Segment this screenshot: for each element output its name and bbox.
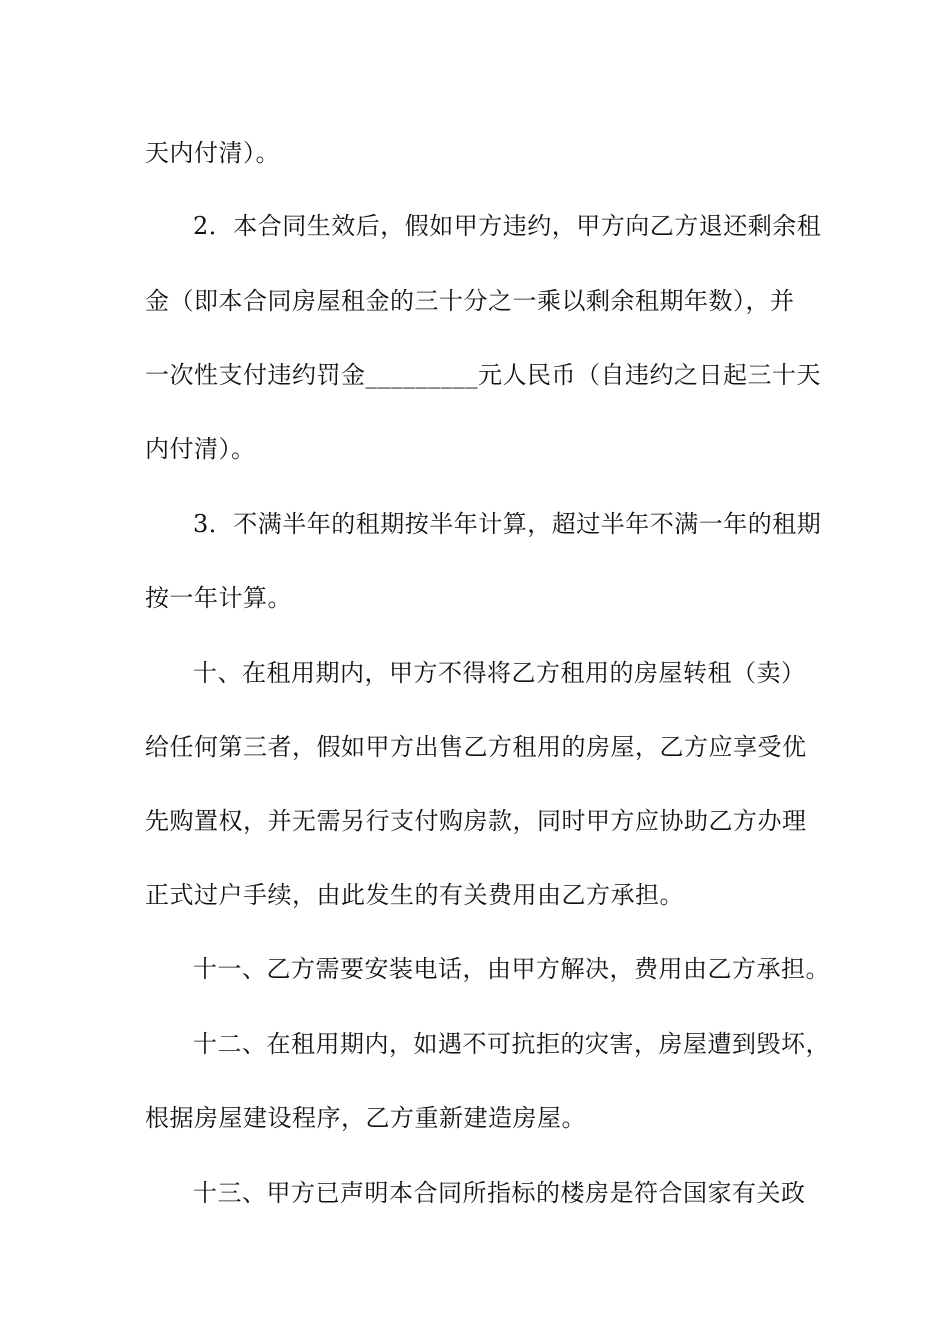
text-line-14: 根据房屋建设程序，乙方重新建造房屋。 bbox=[145, 1104, 586, 1132]
text-line-5: 内付清）。 bbox=[145, 435, 256, 463]
text-line-12: 十一、乙方需要安装电话，由甲方解决，费用由乙方承担。 bbox=[193, 955, 830, 983]
text-line-2: 2．本合同生效后，假如甲方违约，甲方向乙方退还剩余租 bbox=[193, 212, 822, 240]
text-line-8: 十、在租用期内，甲方不得将乙方租用的房屋转租（卖） bbox=[193, 659, 806, 687]
text-line-4: 一次性支付违约罚金_________元人民币（自违约之日起三十天 bbox=[145, 361, 821, 389]
text-line-13: 十二、在租用期内，如遇不可抗拒的灾害，房屋遭到毁坏， bbox=[193, 1030, 830, 1058]
text-line-9: 给任何第三者，假如甲方出售乙方租用的房屋，乙方应享受优 bbox=[145, 733, 807, 761]
text-line-3: 金（即本合同房屋租金的三十分之一乘以剩余租期年数），并 bbox=[145, 287, 795, 315]
text-line-6: 3．不满半年的租期按半年计算，超过半年不满一年的租期 bbox=[193, 510, 822, 538]
text-line-11: 正式过户手续，由此发生的有关费用由乙方承担。 bbox=[145, 881, 684, 909]
text-line-15: 十三、甲方已声明本合同所指标的楼房是符合国家有关政 bbox=[193, 1179, 806, 1207]
text-line-10: 先购置权，并无需另行支付购房款，同时甲方应协助乙方办理 bbox=[145, 807, 807, 835]
text-line-7: 按一年计算。 bbox=[145, 584, 292, 612]
text-line-1: 天内付清）。 bbox=[145, 139, 280, 167]
